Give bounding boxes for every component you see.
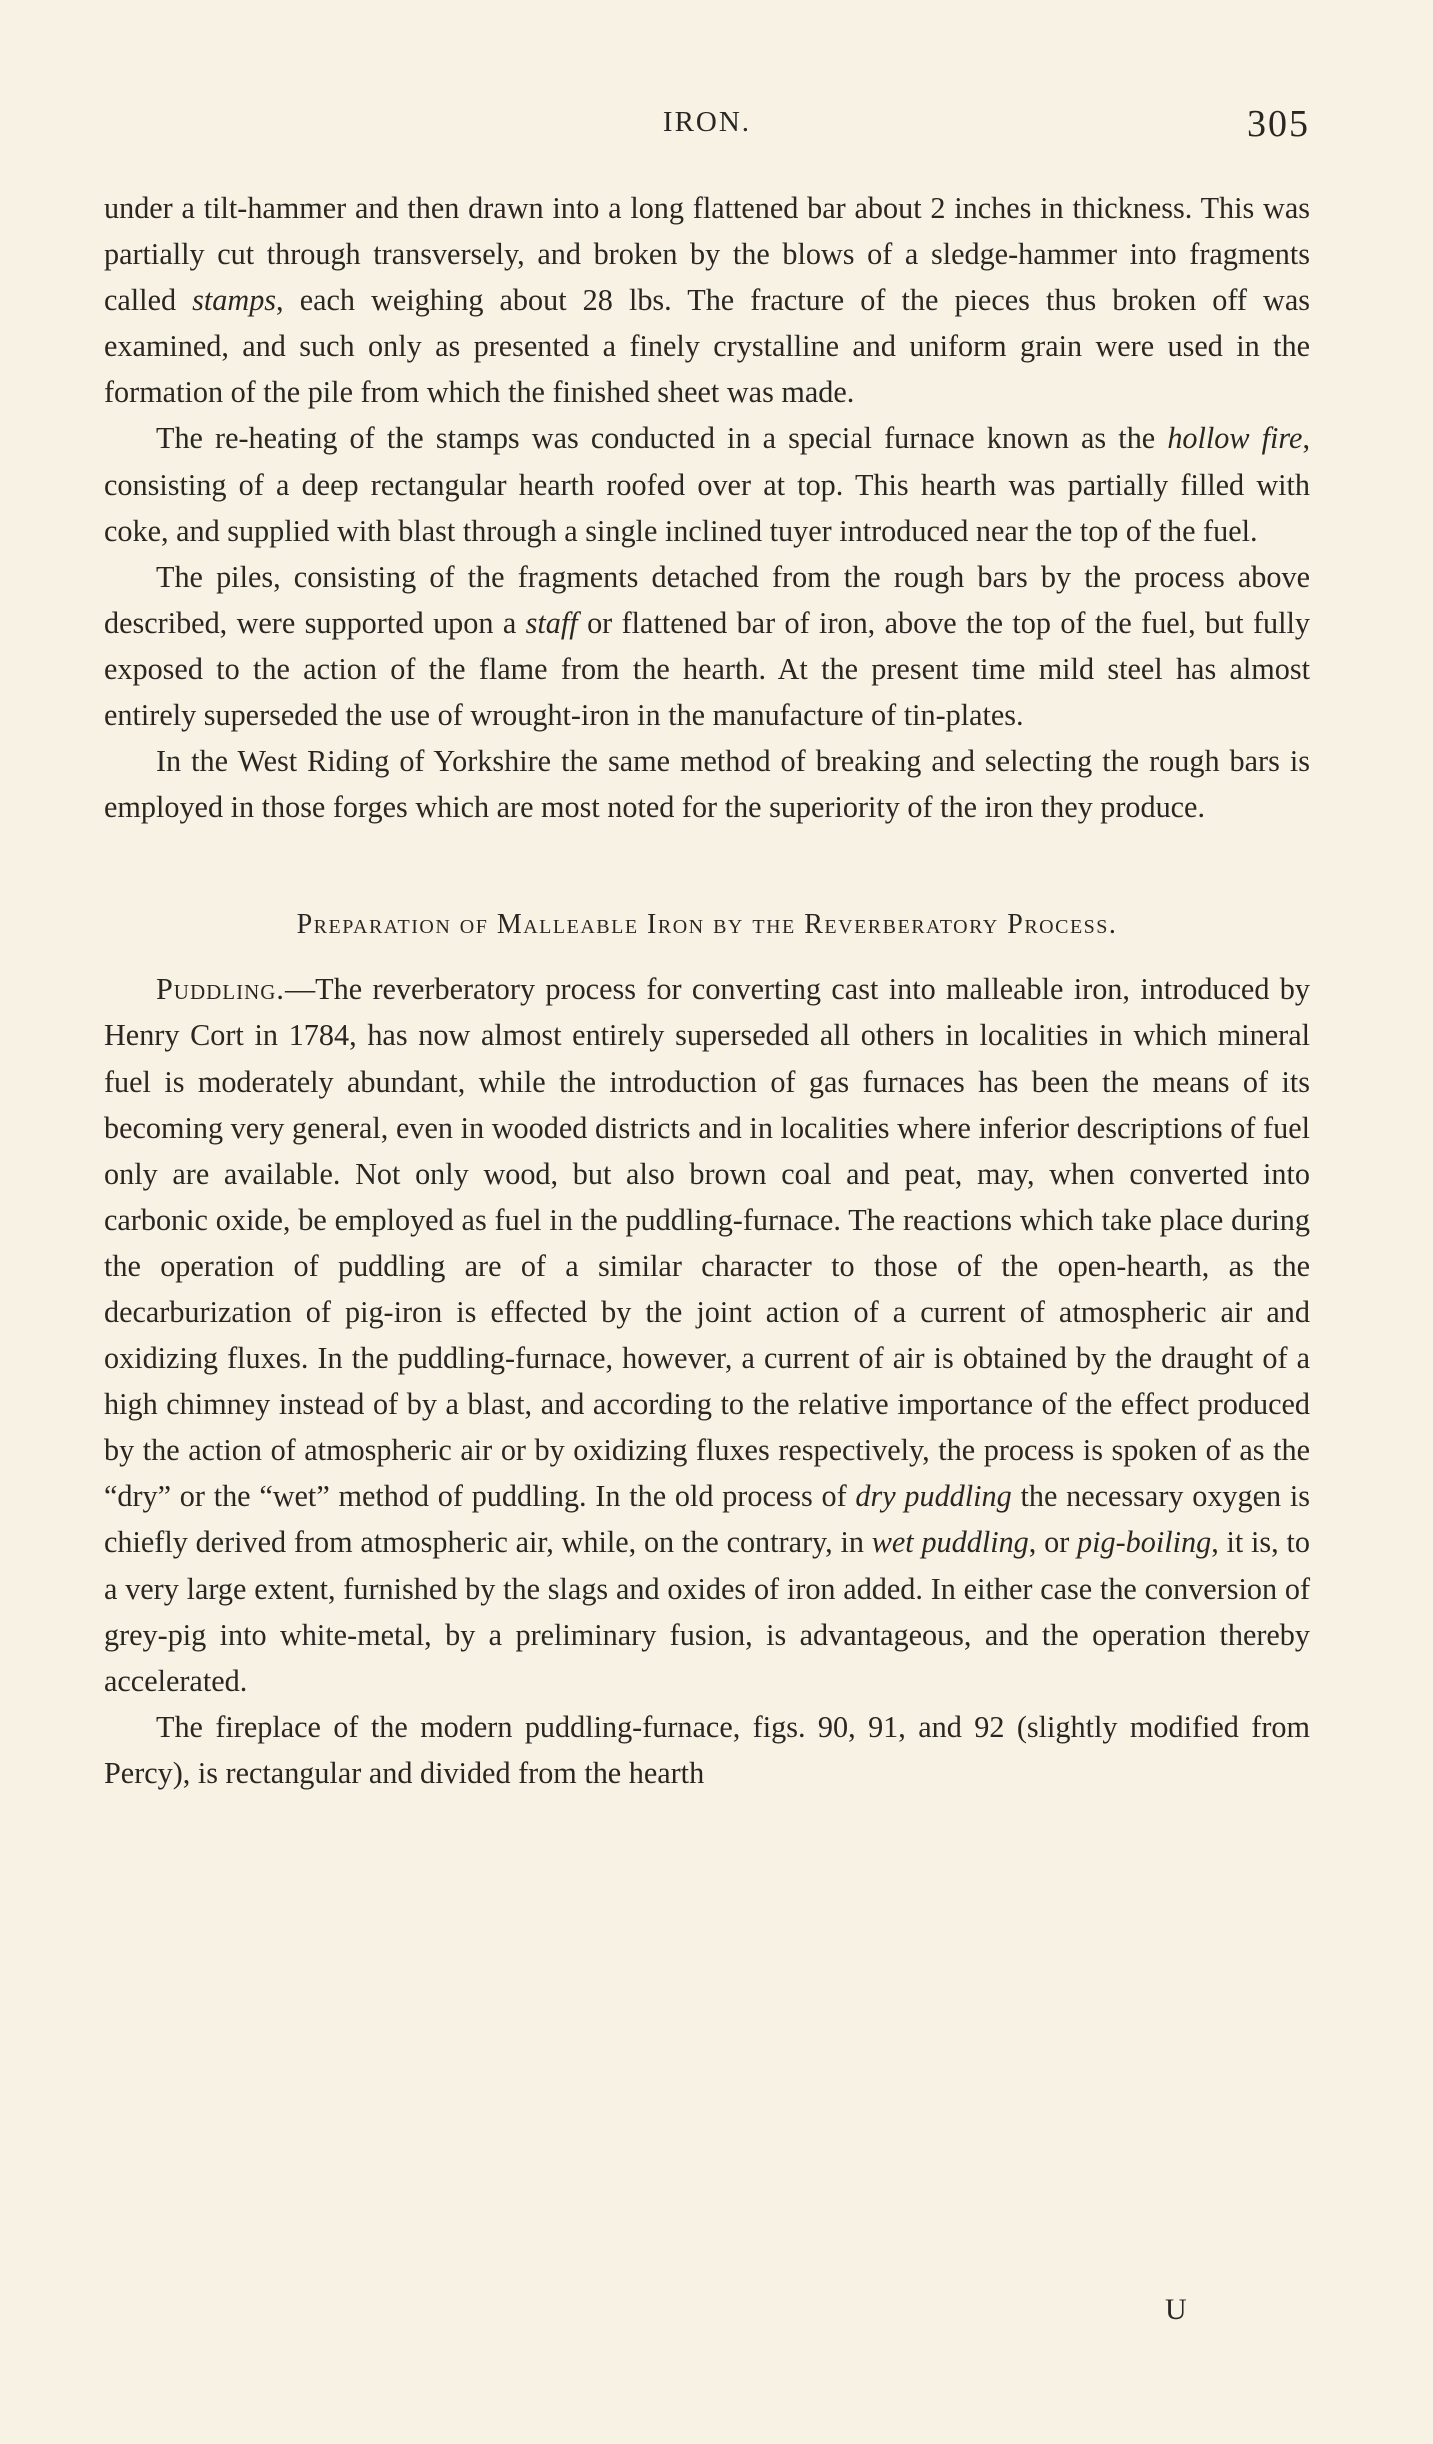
page-number: 305 [1247,103,1310,145]
paragraph [104,738,1310,830]
signature-mark: U [1165,2293,1187,2326]
text-run: In the West Riding of Yorkshire the same method of breaking and selecting the rough bars is employed in those forges which are most noted for the superiority of the iron they produce. [104,744,1310,825]
italic-term: pig-boiling [1077,1525,1212,1560]
page-header [104,100,1310,150]
paragraphs-after [104,966,1310,1796]
italic-term: dry puddling [855,1479,1012,1514]
text-run: , it is, to a very large extent, furnished by the slags and oxides of iron added. In either case the conversion of grey-pig into white-metal, by a preliminary fusion, is advantageous, and the operation thereby accelerated. [104,1525,1310,1698]
paragraph [104,1704,1310,1796]
italic-term: staff [525,605,578,640]
paragraph [104,554,1310,738]
paragraph [104,415,1310,553]
text-run: The piles, consisting of the fragments detached from the rough bars by the process above described, were supported upon a [104,559,1310,640]
text-run: , each weighing about 28 lbs. The fracture of the pieces thus broken off was examined, and such only as presented a finely crystalline and uniform grain were used in the formation of the pile from which the finished sheet was made. [104,283,1310,410]
text-run: The fireplace of the modern puddling-furnace, figs. 90, 91, and 92 (slightly modified from Percy), is rectangular and divided from the hearth [104,1709,1310,1790]
body-text [104,185,1310,1796]
text-run: under a tilt-hammer and then drawn into a long flattened bar about 2 inches in thickness. This was partially cut through transversely, and broken by the blows of a sledge-hammer into fragments called [104,191,1310,318]
run-in-heading: Puddling. [156,972,285,1007]
text-run: , or [1028,1525,1078,1560]
text-run: —The reverberatory process for converting cast into malleable iron, introduced by Henry Cort in 1784, has now almost entirely superseded all others in localities in which mineral fuel is moderately abundant, while the introduction of gas furnaces has been the means of its becoming very general, even in wooded districts and in localities where inferior descriptions of fuel only are available. Not only wood, but also brown coal and peat, may, when converted into carbonic oxide, be employed as fuel in the puddling-furnace. The reactions which take place during the operation of puddling are of a similar character to those of the open-hearth, as the decarburization of pig-iron is effected by the joint action of a current of atmospheric air and oxidizing fluxes. In the puddling-furnace, however, a current of air is obtained by the draught of a high chimney instead of by a blast, and according to the relative importance of the effect produced by the action of atmospheric air or by oxidizing fluxes respectively, the process is spoken of as the “dry” or the “wet” method of puddling. In the old process of [104,972,1310,1514]
section-heading: Preparation of Malleable Iron by the Reverberatory Process. [296,909,1118,941]
text-run: the necessary oxygen is chiefly derived from atmospheric air, while, on the contrary, in [104,1479,1310,1560]
running-head: IRON. [662,106,752,138]
text-run: The re-heating of the stamps was conducted in a special furnace known as the [156,421,1168,456]
italic-term: stamps [192,283,277,318]
italic-term: wet puddling [871,1525,1029,1560]
text-run: or flattened bar of iron, above the top of the fuel, but fully exposed to the action of the flame from the hearth. At the present time mild steel has almost entirely superseded the use of wrought-iron in the manufacture of tin-plates. [104,605,1310,733]
italic-term: hollow fire [1167,421,1303,456]
paragraphs-before [104,185,1310,830]
paragraph [104,185,1310,415]
text-run: , consisting of a deep rectangular hearth roofed over at top. This hearth was partially filled with coke, and supplied with blast through a single inclined tuyer introduced near the top of the fuel. [104,421,1310,548]
paragraph [104,966,1310,1704]
